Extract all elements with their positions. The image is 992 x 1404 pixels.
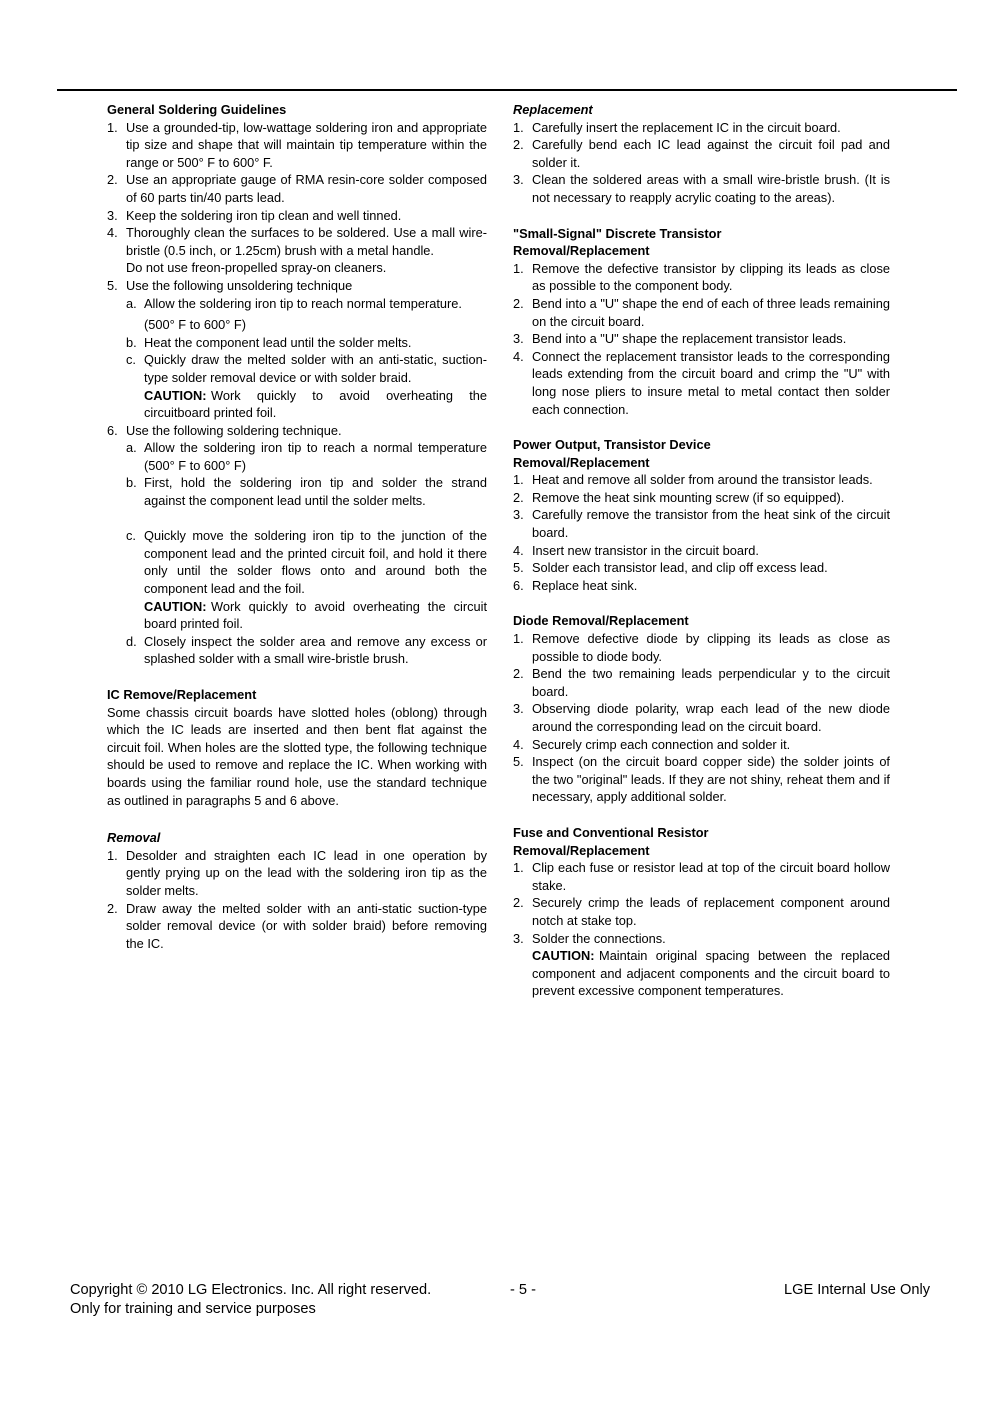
list-item-text: Remove defective diode by clipping its leads as close as possible to diode body. [532, 631, 890, 664]
numbered-list [513, 471, 890, 594]
list-item [126, 527, 487, 633]
section-fuse-resistor [513, 824, 890, 1000]
list-item [513, 700, 890, 735]
caution-label: CAUTION: [144, 387, 207, 403]
caution-note [532, 947, 890, 1000]
list-item [513, 171, 890, 206]
list-item-text: First, hold the soldering iron tip and solder the strand against the component lead until the solder melts. [144, 475, 487, 509]
list-item [126, 334, 487, 352]
list-item-note: Do not use freon-propelled spray-on cleaners. [126, 260, 387, 276]
list-item [107, 171, 487, 206]
section-heading: Fuse and Conventional Resistor [513, 824, 709, 840]
list-item [107, 277, 487, 422]
list-item [513, 736, 890, 754]
section-general-soldering [107, 101, 487, 668]
list-item [513, 260, 890, 295]
section-subheading: Removal/Replacement [513, 243, 650, 259]
section-heading: Power Output, Transistor Device [513, 437, 711, 453]
numbered-list [107, 119, 487, 668]
caution-note [144, 387, 487, 422]
list-item-text: Quickly draw the melted solder with an anti-static, suction-type solder removal device or with solder braid. [144, 352, 487, 385]
list-item-text: Remove the defective transistor by clipping its leads as close as possible to the component body. [532, 260, 890, 294]
list-item-text: Carefully bend each IC lead against the circuit foil pad and solder it. [532, 137, 890, 170]
list-item-text: Closely inspect the solder area and remove any excess or splashed solder with a small wire-bristle brush. [144, 633, 487, 667]
list-item-text: Remove the heat sink mounting screw (if so equipped). [532, 489, 845, 505]
section-paragraph: Some chassis circuit boards have slotted holes (oblong) through which the IC leads are inserted and then bent flat against the circuit foil. When holes are the slotted type, the following technique should be used to remove and replace the IC. When working with boards using the familiar round hole, use the standard technique as outlined in paragraphs 5 and 6 above. [107, 704, 487, 808]
list-item [513, 330, 890, 348]
section-heading: Removal [107, 830, 161, 846]
list-item-text: Carefully remove the transistor from the heat sink of the circuit board. [532, 507, 890, 541]
list-item [126, 295, 487, 334]
top-horizontal-rule [57, 89, 957, 91]
list-item [513, 348, 890, 418]
list-item-text: Heat the component lead until the solder melts. [144, 334, 412, 350]
section-subheading: Removal/Replacement [513, 454, 650, 470]
list-item-text: Carefully insert the replacement IC in the circuit board. [532, 119, 841, 135]
list-item [513, 489, 890, 507]
list-item-text: Securely crimp the leads of replacement component around notch at stake top. [532, 895, 890, 928]
caution-note [144, 598, 487, 633]
section-subheading: Removal/Replacement [513, 842, 650, 858]
list-item [513, 542, 890, 560]
list-item [107, 119, 487, 172]
list-item-text: Use the following unsoldering technique [126, 277, 353, 293]
footer-row [70, 1281, 930, 1300]
list-item-text: Keep the soldering iron tip clean and well tinned. [126, 207, 402, 223]
list-item [513, 471, 890, 489]
list-item-text: Insert new transistor in the circuit board. [532, 542, 759, 558]
page-number: - 5 - [510, 1282, 536, 1298]
section-heading: Diode Removal/Replacement [513, 613, 689, 629]
list-item [513, 859, 890, 894]
section-heading: Replacement [513, 102, 593, 117]
section-replacement [513, 101, 890, 207]
list-item-text: Bend into a "U" shape the end of each of three leads remaining on the circuit board. [532, 295, 890, 329]
list-item [513, 930, 890, 1000]
page-content [107, 101, 890, 1000]
list-item-text: Heat and remove all solder from around the transistor leads. [532, 472, 873, 488]
list-item-text: Replace heat sink. [532, 577, 638, 593]
lettered-sublist [126, 295, 487, 422]
list-item-text: Use the following soldering technique. [126, 422, 342, 438]
left-column [107, 101, 487, 1000]
list-item [126, 351, 487, 421]
list-item [513, 136, 890, 171]
numbered-list [513, 630, 890, 806]
list-item [513, 630, 890, 665]
section-heading: General Soldering Guidelines [107, 102, 287, 117]
list-item [107, 422, 487, 668]
section-heading: IC Remove/Replacement [107, 687, 257, 702]
numbered-list [513, 859, 890, 1000]
list-item [513, 577, 890, 595]
list-item-text: Inspect (on the circuit board copper side) the solder joints of the two "original" leads. If they are not shiny, reheat them and if necessary, apply additional solder. [532, 754, 890, 805]
list-item-text: Bend the two remaining leads perpendicular y to the circuit board. [532, 666, 890, 699]
list-item [513, 753, 890, 806]
caution-text: Maintain original spacing between the replaced component and adjacent components and the circuit board to prevent excessive component temperatures. [532, 948, 890, 999]
list-item-text: Use a grounded-tip, low-wattage soldering iron and appropriate tip size and shape that will maintain tip temperature within the range or 500° F to 600° F. [126, 119, 487, 170]
footer-training-note: Only for training and service purposes [70, 1301, 316, 1317]
lettered-sublist [126, 439, 487, 668]
list-item-text: Allow the soldering iron tip to reach a normal temperature (500° F to 600° F) [144, 440, 487, 473]
list-item [513, 559, 890, 577]
numbered-list [513, 260, 890, 418]
list-item-text: Clip each fuse or resistor lead at top of the circuit board hollow stake. [532, 860, 890, 893]
caution-label: CAUTION: [144, 598, 207, 614]
section-heading: "Small-Signal" Discrete Transistor [513, 225, 722, 241]
footer-copyright: Copyright © 2010 LG Electronics. Inc. All right reserved. [70, 1282, 432, 1298]
list-item-text: Use an appropriate gauge of RMA resin-core solder composed of 60 parts tin/40 parts lead. [126, 172, 487, 205]
section-power-output-transistor [513, 436, 890, 594]
list-item-text: Desolder and straighten each IC lead in one operation by gently prying up on the lead with the soldering iron tip as the solder melts. [126, 847, 487, 898]
list-item [126, 439, 487, 474]
list-item [107, 847, 487, 900]
list-item [107, 224, 487, 277]
footer-internal-use-note: LGE Internal Use Only [783, 1282, 930, 1298]
list-item-text: Thoroughly clean the surfaces to be soldered. Use a mall wire-bristle (0.5 inch, or 1.25cm) brush with a metal handle. [126, 225, 487, 258]
page-footer [70, 1281, 930, 1319]
list-item-text: Clean the soldered areas with a small wire-bristle brush. (It is not necessary to reapply acrylic coating to the areas). [532, 172, 890, 205]
list-item-text: Bend into a "U" shape the replacement transistor leads. [532, 331, 847, 347]
list-item-text: Connect the replacement transistor leads to the corresponding leads extending from the circuit board and crimp the "U" with long nose pliers to insure metal to metal contact then solder each connection. [532, 348, 890, 417]
caution-text: Work quickly to avoid overheating the circuitboard printed foil. [144, 387, 487, 421]
section-ic-remove-replacement [107, 686, 487, 809]
list-item [513, 894, 890, 929]
list-item [513, 506, 890, 541]
section-diode-removal-replacement [513, 612, 890, 806]
list-item-text: Securely crimp each connection and solder it. [532, 736, 791, 752]
list-item [513, 295, 890, 330]
list-item [513, 119, 890, 137]
list-item-text: Draw away the melted solder with an anti-static suction-type solder removal device (or with solder braid) before removing the IC. [126, 900, 487, 951]
list-item-text: Allow the soldering iron tip to reach normal temperature. [144, 295, 462, 311]
section-removal [107, 829, 487, 952]
right-column [513, 101, 890, 1000]
list-item [107, 207, 487, 225]
list-item [513, 665, 890, 700]
list-item-text: Solder the connections. [532, 930, 666, 946]
numbered-list [107, 847, 487, 953]
list-item [107, 900, 487, 953]
list-item-text: Solder each transistor lead, and clip off excess lead. [532, 560, 828, 576]
section-small-signal-transistor [513, 225, 890, 419]
list-item [126, 474, 487, 509]
list-item-note: (500° F to 600° F) [144, 317, 246, 333]
list-item-text: Quickly move the soldering iron tip to the junction of the component lead and the printed circuit foil, and hold it there only until the solder flows onto and around both the component lead and the foil. [144, 528, 487, 597]
caution-text: Work quickly to avoid overheating the circuit board printed foil. [144, 598, 487, 632]
numbered-list [513, 119, 890, 207]
list-item [126, 633, 487, 668]
list-item-text: Observing diode polarity, wrap each lead of the new diode around the corresponding lead on the circuit board. [532, 701, 890, 734]
caution-label: CAUTION: [532, 948, 595, 964]
